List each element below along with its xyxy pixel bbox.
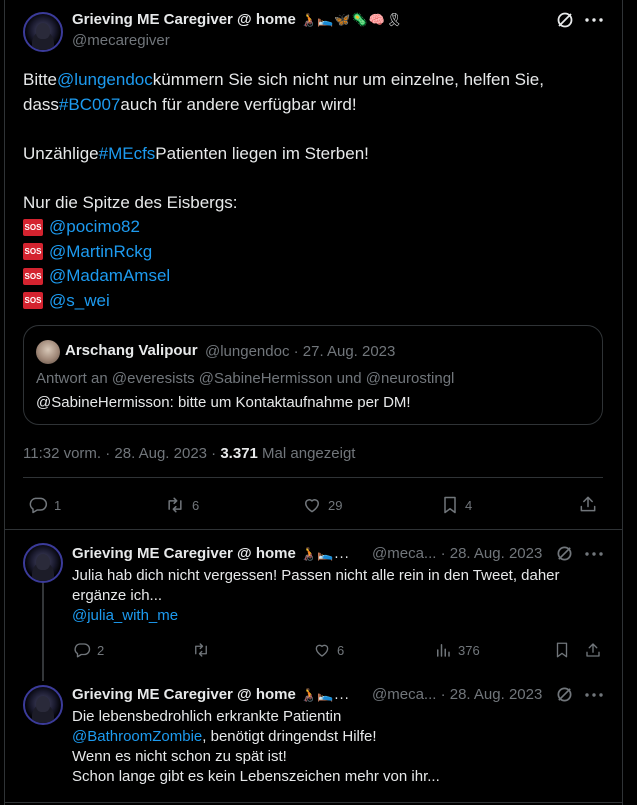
divider bbox=[23, 477, 603, 478]
share-button[interactable] bbox=[578, 494, 598, 514]
author-handle-date[interactable]: @meca... · 28. Aug. 2023 bbox=[372, 686, 543, 703]
quoted-tweet[interactable] bbox=[23, 325, 603, 425]
like-button[interactable]: 6 bbox=[313, 641, 344, 659]
reply-text: Die lebensbedrohlich erkrankte Patientin @BathroomZombie, benötigt dringendst Hilfe! Wenn es nicht schon zu spät ist! Schon lange gibt es kein Lebenszeichen mehr von ihr... bbox=[72, 708, 440, 785]
analytics-icon bbox=[434, 641, 452, 659]
tweet-text: Bitte @lungendoc kümmern Sie sich nicht nur um einzelne, helfen Sie, dass #BC007 auch für andere verfügbar wird! Unzählige #MEcfs Patienten liegen im Sterben! Nur die Spitze des Eisbergs: SOS @pocimo82 SOS @MartinRckg SOS @MadamAmsel SOS @s_wei bbox=[23, 68, 608, 313]
avatar[interactable] bbox=[23, 12, 63, 52]
hashtag-link[interactable]: #BC007 bbox=[58, 94, 121, 114]
share-icon bbox=[578, 494, 598, 514]
author-emojis: 🧑‍🦽🛌... bbox=[300, 688, 350, 703]
sos-icon: SOS bbox=[23, 219, 43, 236]
quote-author-name: Arschang Valipour bbox=[65, 342, 198, 359]
quote-reply-to: Antwort an @everesists @SabineHermisson und @neurostingl bbox=[36, 370, 455, 387]
author-name[interactable]: Grieving ME Caregiver @ home 🧑‍🦽🛌... bbox=[72, 686, 350, 703]
author-name[interactable]: Grieving ME Caregiver @ home 🧑‍🦽🛌... bbox=[72, 545, 350, 562]
more-options-icon[interactable] bbox=[585, 693, 603, 697]
mention-link[interactable]: @pocimo82 bbox=[49, 217, 140, 236]
mention-link[interactable]: @lungendoc bbox=[57, 70, 153, 89]
view-count: 3.371 bbox=[220, 445, 258, 462]
mention-link[interactable]: @MadamAmsel bbox=[49, 266, 171, 285]
reply-text: Julia hab dich nicht vergessen! Passen nicht alle rein in den Tweet, daher ergänze ich... @julia_with_me bbox=[72, 566, 612, 626]
heart-icon bbox=[302, 495, 322, 515]
bookmark-icon bbox=[554, 641, 570, 659]
retweet-button[interactable]: 6 bbox=[164, 495, 199, 515]
grok-icon[interactable] bbox=[556, 545, 573, 562]
heart-icon bbox=[313, 641, 331, 659]
author-handle-date[interactable]: @meca... · 28. Aug. 2023 bbox=[372, 545, 543, 562]
retweet-icon bbox=[191, 641, 211, 659]
reply-icon bbox=[73, 641, 91, 659]
retweet-icon bbox=[164, 495, 186, 515]
tweet-separator bbox=[4, 529, 623, 530]
avatar[interactable] bbox=[23, 543, 63, 583]
share-icon bbox=[584, 641, 602, 659]
like-button[interactable]: 29 bbox=[302, 495, 342, 515]
avatar[interactable] bbox=[23, 685, 63, 725]
author-emojis: 🧑‍🦽🛌🦋🦠🧠🎗 bbox=[300, 13, 404, 28]
hashtag-link[interactable]: #MEcfs bbox=[98, 143, 156, 163]
mention-link[interactable]: @BathroomZombie bbox=[72, 728, 203, 745]
timeline-border-right bbox=[622, 0, 623, 805]
mention-link[interactable]: @MartinRckg bbox=[49, 241, 153, 261]
retweet-button[interactable] bbox=[191, 641, 217, 659]
author-handle[interactable]: @mecaregiver bbox=[72, 32, 170, 49]
more-options-icon[interactable] bbox=[585, 552, 603, 556]
more-options-icon[interactable] bbox=[585, 18, 603, 22]
quote-text: @SabineHermisson: bitte um Kontaktaufnahme per DM! bbox=[36, 394, 411, 411]
grok-icon[interactable] bbox=[556, 11, 574, 29]
thread-line bbox=[42, 583, 44, 681]
sos-icon: SOS bbox=[23, 292, 43, 309]
share-button[interactable] bbox=[584, 641, 602, 659]
sos-icon: SOS bbox=[23, 268, 43, 285]
quote-avatar bbox=[36, 340, 60, 364]
views-button[interactable]: 376 bbox=[434, 641, 480, 659]
tweet-separator bbox=[4, 802, 623, 803]
mention-link[interactable]: @s_wei bbox=[49, 290, 110, 310]
bookmark-button[interactable] bbox=[554, 641, 570, 659]
grok-icon[interactable] bbox=[556, 686, 573, 703]
sos-icon: SOS bbox=[23, 243, 43, 260]
quote-meta: @lungendoc · 27. Aug. 2023 bbox=[205, 343, 396, 360]
reply-button[interactable]: 1 bbox=[28, 495, 61, 515]
author-name[interactable]: Grieving ME Caregiver @ home 🧑‍🦽🛌🦋🦠🧠🎗 bbox=[72, 11, 404, 28]
bookmark-button[interactable]: 4 bbox=[441, 495, 472, 515]
author-emojis: 🧑‍🦽🛌... bbox=[300, 547, 350, 562]
reply-icon bbox=[28, 495, 48, 515]
bookmark-icon bbox=[441, 495, 459, 515]
mention-link[interactable]: @julia_with_me bbox=[72, 607, 179, 624]
tweet-timestamp: 11:32 vorm. · 28. Aug. 2023 · 3.371 Mal angezeigt bbox=[23, 445, 356, 462]
reply-button[interactable]: 2 bbox=[73, 641, 104, 659]
timeline-border-left bbox=[4, 0, 5, 805]
